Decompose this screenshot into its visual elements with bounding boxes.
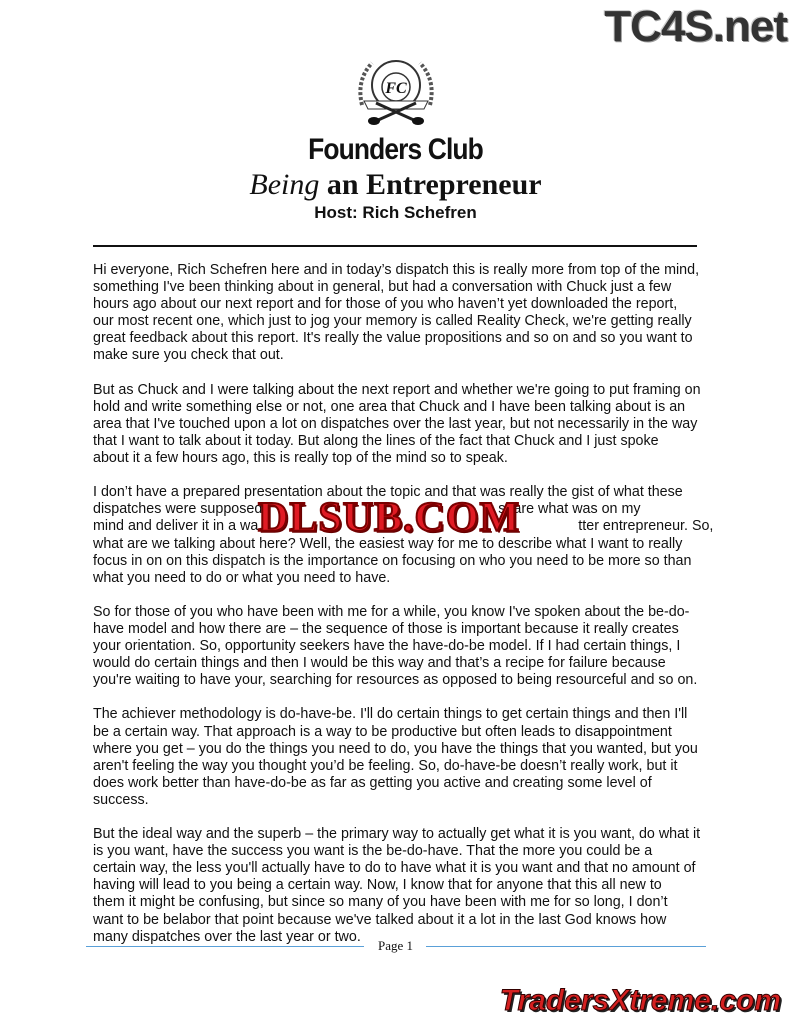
text-line: something I've been thinking about in general, but had a conversation with Chuck just a few: [93, 279, 672, 296]
text-line: hours ago about our next report and for those of you who haven’t yet downloaded the report,: [93, 296, 678, 313]
text-line: is you want, have the success you want is the be-do-have. That the more you could be a: [93, 843, 653, 860]
svg-text:FC: FC: [385, 80, 407, 97]
text-line: The achiever methodology is do-have-be. I'll do certain things to get certain things and then I'll: [93, 706, 688, 723]
founders-club-logo: [354, 55, 438, 127]
text-line: many dispatches over the last year or two.: [93, 928, 361, 945]
watermark-tradersxtreme: TradersXtreme.com: [499, 984, 781, 1017]
paragraph: [93, 262, 713, 365]
paragraph: [93, 826, 713, 946]
subtitle-italic: Being: [249, 168, 320, 201]
text-line: great feedback about this report. It's really the value propositions and so on and so you want to: [93, 330, 693, 347]
text-line: want to be belabor that point because we've talked about it a lot in the last God knows how: [93, 911, 667, 928]
text-line: hold and write something else or not, one area that Chuck and I have been talking about is an: [93, 398, 686, 415]
text-line: But the ideal way and the superb – the primary way to actually get what it is you want, do what it: [93, 826, 701, 843]
text-line: So for those of you who have been with me for a while, you know I've spoken about the be-do-: [93, 603, 690, 620]
header-rule: [93, 245, 697, 247]
text-line: [93, 570, 713, 587]
text-line: would do certain things and then I would be this way and that’s a recipe for failure because: [93, 655, 666, 672]
text-line: aren't feeling the way you thought you’d be feeling. So, do-have-be doesn’t really work, but it: [93, 757, 678, 774]
host-line: Host: Rich Schefren: [314, 203, 477, 222]
text-line: be a certain way. That approach is a way to be productive but often leads to disappointment: [93, 723, 672, 740]
text-line: But as Chuck and I were talking about the next report and whether we're going to put framing on: [93, 381, 701, 398]
text-fragment: dispatches were supposed: [93, 501, 263, 518]
text-line: them it might be confusing, but since so many of you have been with me for so long, I don’t: [93, 894, 668, 911]
paragraph: [93, 706, 713, 809]
watermark-tc4s: TC4S.net: [604, 2, 787, 51]
document-body: [93, 262, 713, 963]
text-line: success.: [93, 791, 149, 808]
text-line: about it a few hours ago, this is really top of the mind so to speak.: [93, 450, 508, 467]
text-line: [93, 553, 713, 570]
text-line: Hi everyone, Rich Schefren here and in today’s dispatch this is really more from top of the mind,: [93, 262, 700, 278]
text-line: have model and how there are – the sequence of those is important because it really creates: [93, 620, 679, 637]
paragraph: [93, 604, 713, 689]
watermark-dlsub: DLSUB.COM: [258, 495, 521, 541]
text-fragment: I don’t have a prepared presentation about the topic and that was really the gist of what these: [93, 484, 683, 501]
page-number: Page 1: [370, 938, 421, 953]
text-line: make sure you check that out.: [93, 347, 284, 364]
document-title: Founders Club: [308, 133, 483, 166]
text-fragment: share what was on my: [498, 501, 641, 518]
text-fragment: what are we talking about here? Well, the easiest way for me to describe what I want to really: [93, 535, 683, 552]
text-fragment: mind and deliver it in a wa: [93, 518, 259, 535]
text-line: your orientation. So, opportunity seekers have the have-do-be model. If I had certain things, I: [93, 638, 681, 655]
text-line: does work better than have-do-be as far as getting you active and creating some level of: [93, 774, 652, 791]
text-line: that I want to talk about it today. But along the lines of the fact that Chuck and I just spoke: [93, 432, 659, 449]
text-line: where you get – you do the things you need to do, you have the things that you wanted, but you: [93, 740, 698, 757]
text-line: you're waiting to have your, searching for resources as opposed to being resourceful and so on.: [93, 672, 698, 689]
text-line: certain way, the less you'll actually have to do to have what it is you want and that no amount of: [93, 860, 696, 877]
text-line: our most recent one, which just to jog your memory is called Reality Check, we're getting really: [93, 313, 692, 330]
paragraph: [93, 382, 713, 467]
text-fragment: tter entrepreneur. So,: [578, 518, 714, 535]
text-fragment: focus in on on this dispatch is the importance on focusing on who you need to be more so than: [93, 552, 692, 569]
subtitle-rest: an Entrepreneur: [319, 168, 542, 201]
text-line: having will lead to you being a certain way. Now, I know that for anyone that this all new to: [93, 877, 662, 894]
document-subtitle: [0, 168, 791, 202]
text-fragment: what you need to do or what you need to have.: [93, 569, 391, 586]
text-line: area that I've touched upon a lot on dispatches over the last year, but not necessarily in the way: [93, 415, 698, 432]
